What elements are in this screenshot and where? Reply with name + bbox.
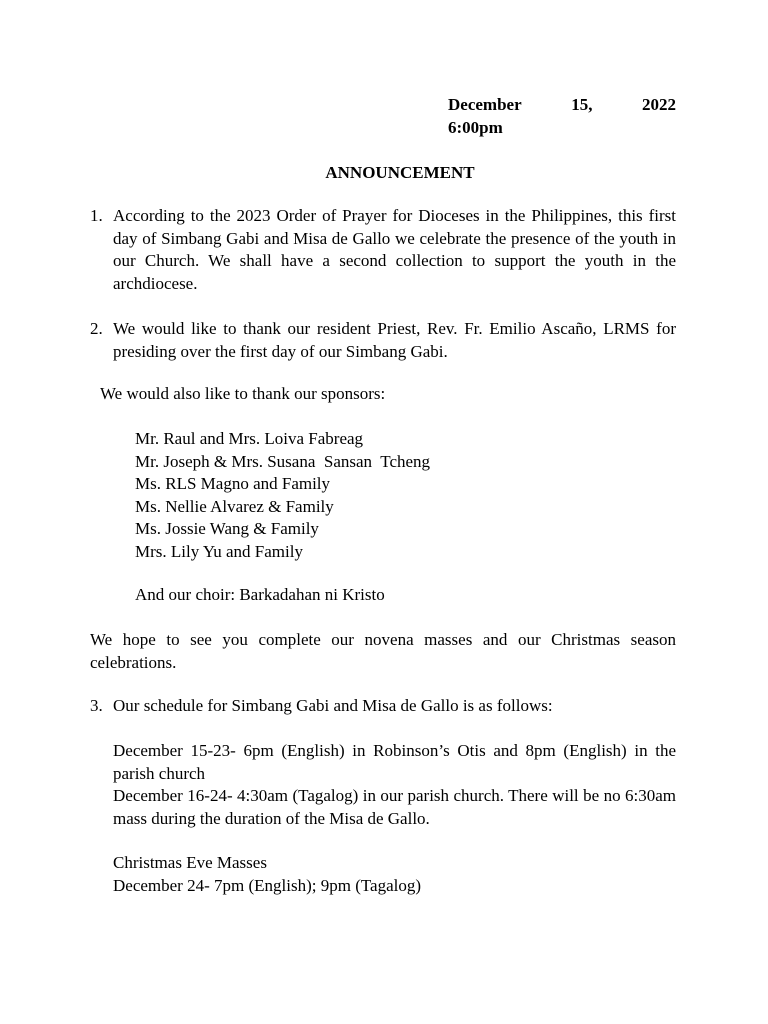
sponsor-name: Ms. RLS Magno and Family [135,474,331,493]
sponsors-intro: We would also like to thank our sponsors: [100,384,386,403]
christmas-eve-entry: December 24- 7pm (English); 9pm (Tagalog) [113,876,422,895]
item-text: Our schedule for Simbang Gabi and Misa de Gallo is as follows: [113,696,553,715]
item-number: 1. [90,206,103,225]
date-year: 2022 [642,95,676,114]
announcement-item-1 [90,205,676,295]
item-number: 2. [90,319,103,338]
date-month: December [448,95,522,114]
sponsor-list [135,428,430,563]
choir-line: And our choir: Barkadahan ni Kristo [135,585,385,604]
sponsor-name: Mrs. Lily Yu and Family [135,541,303,561]
time-text: 6:00pm [448,117,503,137]
date-time-header [448,94,676,139]
christmas-eve-heading: Christmas Eve Masses [113,853,267,872]
announcement-item-3 [90,695,676,718]
announcement-item-2 [90,318,676,363]
sponsor-name: Mr. Raul and Mrs. Loiva Fabreag [135,429,364,448]
sponsor-name: Ms. Nellie Alvarez & Family [135,496,334,516]
schedule-entry-2: December 16-24- 4:30am (Tagalog) in our parish church. There will be no 6:30am mass during the duration of the Misa de Gallo. [113,786,676,828]
date-line [448,94,676,117]
date-day: 15, [571,95,593,114]
closing-paragraph: We hope to see you complete our novena masses and our Christmas season celebrations. [90,630,676,672]
item-text: According to the 2023 Order of Prayer for Dioceses in the Philippines, this first day of Simbang Gabi and Misa de Gallo we celebrate the presence of the youth in our Church. We shall have a second collection to support the youth in the archdiocese. [113,206,676,293]
announcement-title: ANNOUNCEMENT [325,163,475,182]
sponsor-name: Ms. Jossie Wang & Family [135,519,319,538]
schedule-entry-1: December 15-23- 6pm (English) in Robinson’s Otis and 8pm (English) in the parish church [113,741,676,783]
item-number: 3. [90,696,103,715]
item-text: We would like to thank our resident Priest, Rev. Fr. Emilio Ascaño, LRMS for presiding over the first day of our Simbang Gabi. [113,319,676,361]
sponsor-name: Mr. Joseph & Mrs. Susana Sansan Tcheng [135,451,431,471]
